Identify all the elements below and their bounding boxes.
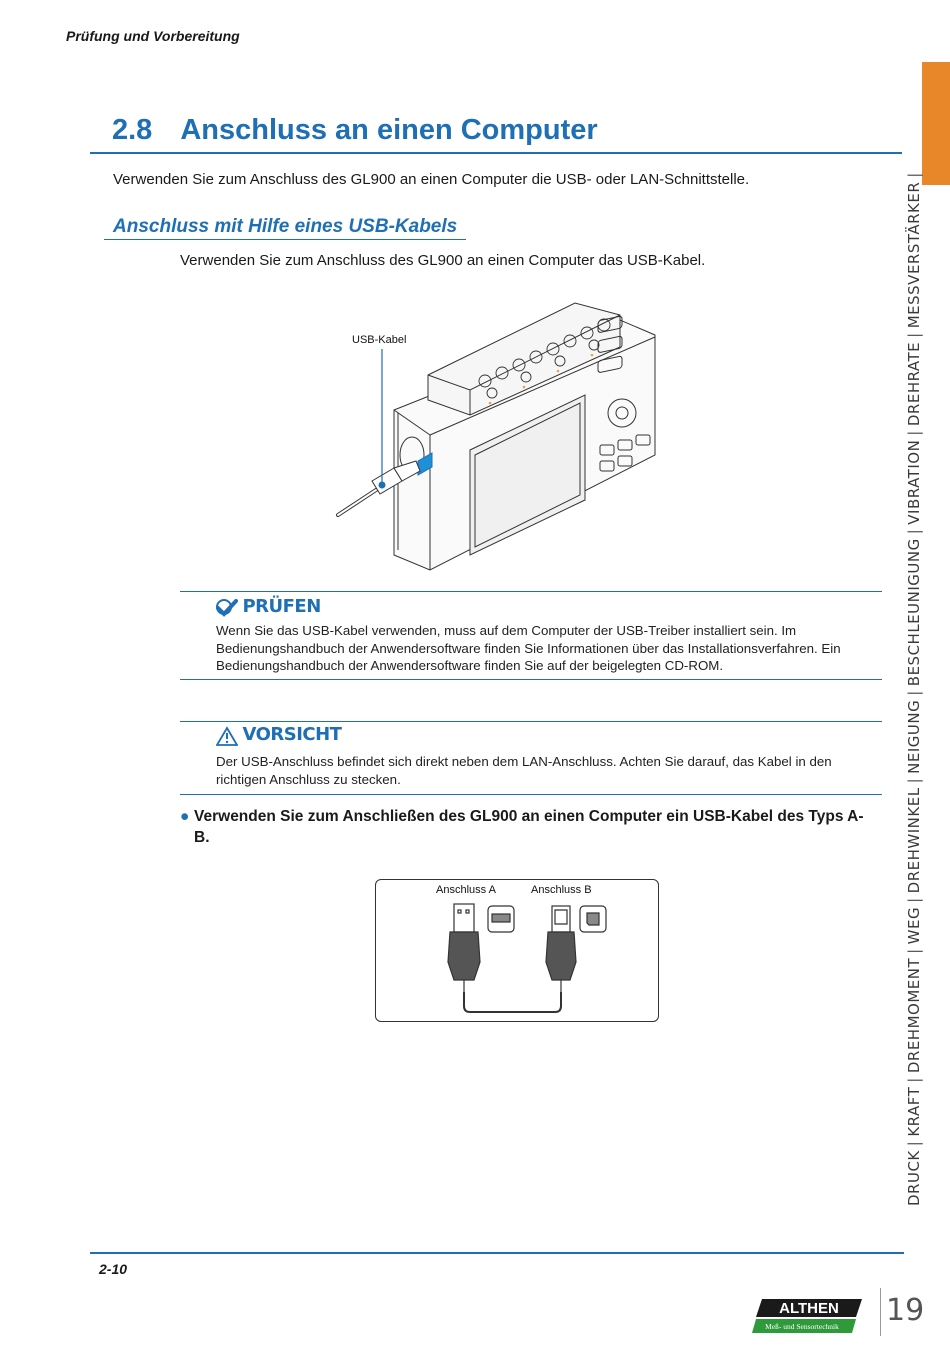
side-nav-item-kraft[interactable]: KRAFT: [905, 1086, 923, 1137]
side-nav-item-neigung[interactable]: NEIGUNG: [905, 699, 923, 774]
section-intro: Verwenden Sie zum Anschluss des GL900 an einen Computer die USB- oder LAN-Schnittstelle.: [113, 171, 750, 188]
side-nav-item-messverstärker[interactable]: MESSVERSTÄRKER: [905, 181, 923, 329]
side-nav-item-drehmoment[interactable]: DREHMOMENT: [905, 957, 923, 1074]
section-number: 2.8: [112, 114, 153, 146]
check-note-bottom-rule: [180, 679, 882, 680]
bullet-dot-icon: ●: [180, 808, 190, 825]
side-nav-item-datenlogger[interactable]: DATENLOGGER: [905, 49, 923, 169]
side-nav-separator: |: [905, 690, 923, 696]
usb-cable-callout: USB-Kabel: [352, 334, 407, 346]
side-nav-item-drehrate[interactable]: DREHRATE: [905, 341, 923, 427]
side-nav-separator: |: [905, 948, 923, 954]
side-nav-separator: |: [905, 332, 923, 338]
side-nav-separator: |: [905, 777, 923, 784]
section-heading: [112, 114, 598, 147]
caution-note-bottom-rule: [180, 794, 882, 795]
footer-rule: [90, 1252, 904, 1254]
althen-logo: [752, 1297, 864, 1340]
side-nav-item-vibration[interactable]: VIBRATION: [905, 439, 923, 525]
subsection-intro: Verwenden Sie zum Anschluss des GL900 an einen Computer das USB-Kabel.: [180, 252, 706, 269]
side-tab-active-highlight: [922, 62, 950, 185]
subsection-title: Anschluss mit Hilfe eines USB-Kabels: [113, 216, 458, 237]
warning-triangle-icon: [216, 726, 238, 746]
side-nav-separator: |: [905, 1077, 923, 1083]
side-nav-item-drehwinkel[interactable]: DREHWINKEL: [905, 787, 923, 894]
side-nav-item-druck[interactable]: DRUCK: [905, 1150, 923, 1206]
page-label: 2-10: [99, 1261, 128, 1277]
side-nav-separator: |: [905, 172, 923, 178]
usb-ab-cable-figure: [375, 879, 659, 1022]
section-title: Anschluss an einen Computer: [180, 114, 598, 146]
svg-text:ALTHEN: ALTHEN: [779, 1300, 839, 1317]
side-nav-separator: |: [905, 897, 923, 903]
check-note-title: PRÜFEN: [242, 596, 321, 617]
bullet-item: [180, 806, 870, 848]
althen-logo-graphic: [752, 1297, 864, 1335]
side-category-nav: [902, 49, 926, 1210]
bullet-text: Verwenden Sie zum Anschließen des GL900 an einen Computer ein USB-Kabel des Typs A-B.: [194, 808, 864, 846]
svg-text:Meß- und Sensortechnik: Meß- und Sensortechnik: [765, 1322, 839, 1331]
connector-a-label: Anschluss A: [436, 884, 496, 896]
side-nav-separator: |: [905, 430, 923, 436]
side-nav-item-weg[interactable]: WEG: [905, 906, 923, 945]
usb-ab-cable-drawing: [376, 880, 658, 1021]
subsection-rule: [104, 239, 466, 240]
connector-b-label: Anschluss B: [531, 884, 592, 896]
caution-note-text: Der USB-Anschluss befindet sich direkt neben dem LAN-Anschluss. Achten Sie darauf, das Kabel in den richtigen Anschluss zu stecken.: [216, 754, 832, 787]
check-note-top-rule: [180, 591, 882, 592]
check-icon: [216, 598, 238, 618]
device-usb-illustration: [320, 285, 670, 580]
caution-note-header: [216, 724, 341, 746]
page-number-divider: [880, 1288, 881, 1336]
side-nav-separator: |: [905, 1140, 923, 1147]
gl900-device-drawing: [320, 285, 670, 575]
heading-rule: [90, 152, 902, 154]
caution-note-top-rule: [180, 721, 882, 722]
check-note-text: Wenn Sie das USB-Kabel verwenden, muss auf dem Computer der USB-Treiber installiert sein. Im Bedienungshandbuch der Anwendersoftware finden Sie Informationen über das Installationsverfahren. Ein Bedienungshandbuch der Anwendersoftware finden Sie auf der beigelegten CD-ROM.: [216, 623, 841, 673]
check-note-header: [216, 596, 321, 618]
page-number: 19: [886, 1293, 925, 1328]
caution-note-title: VORSICHT: [242, 724, 342, 745]
side-nav-separator: |: [905, 528, 923, 535]
side-nav-item-beschleunigung[interactable]: BESCHLEUNIGUNG: [905, 538, 923, 687]
running-header: Prüfung und Vorbereitung: [66, 28, 240, 44]
